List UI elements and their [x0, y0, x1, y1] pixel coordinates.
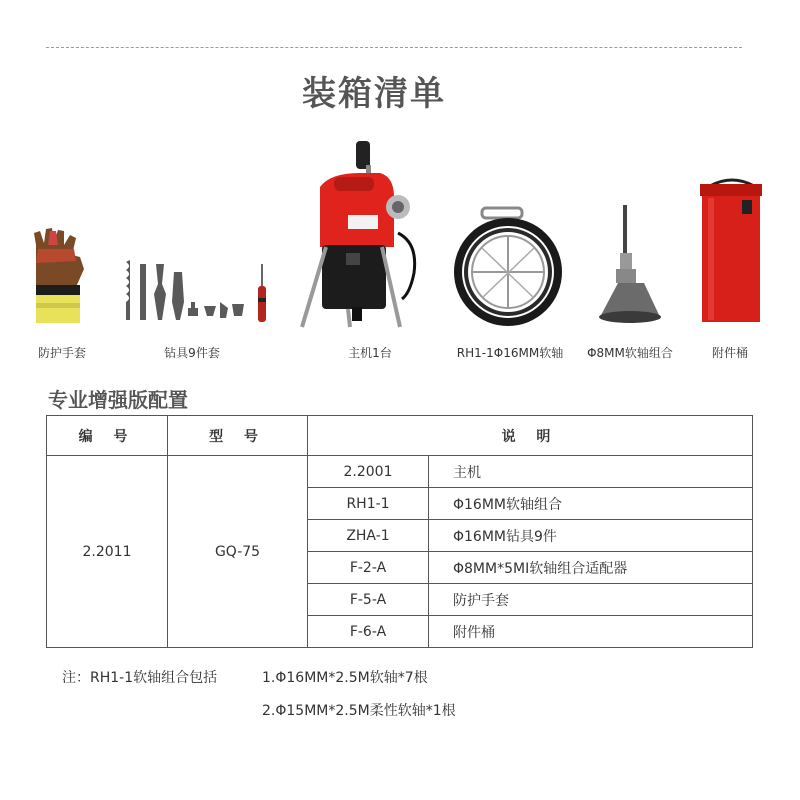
config-subtitle: 专业增强版配置 [48, 388, 188, 412]
cell-code: F-6-A [308, 616, 429, 648]
product-label-machine: 主机1台 [348, 346, 392, 360]
cell-model: GQ-75 [168, 456, 308, 648]
cell-desc: Φ8MM*5MI软轴组合适配器 [429, 552, 753, 584]
cell-code: ZHA-1 [308, 520, 429, 552]
glove-icon [24, 225, 90, 325]
cell-number: 2.2011 [47, 456, 168, 648]
small-cable-set-icon [596, 203, 666, 325]
drill-bits-icon [120, 258, 280, 326]
cell-desc: 防护手套 [429, 584, 753, 616]
cell-desc: Φ16MM钻具9件 [429, 520, 753, 552]
note-item-2: 2.Φ15MM*2.5M柔性软轴*1根 [262, 703, 456, 719]
note-prefix: 注：RH1-1软轴组合包括 [62, 670, 218, 686]
bucket-icon [698, 176, 764, 326]
header-model: 型 号 [168, 416, 308, 456]
product-label-cable-coil: RH1-1Φ16MM软轴 [456, 346, 564, 360]
table-row [47, 456, 753, 488]
cell-code: F-5-A [308, 584, 429, 616]
product-label-small-cable-set: Φ8MM软轴组合 [587, 346, 673, 360]
note-item-1: 1.Φ16MM*2.5M软轴*7根 [262, 670, 428, 686]
product-label-glove: 防护手套 [37, 346, 87, 360]
cell-code: 2.2001 [308, 456, 429, 488]
cell-desc: Φ16MM软轴组合 [429, 488, 753, 520]
product-label-drill-bits: 钻具9件套 [164, 346, 220, 360]
header-description: 说 明 [308, 416, 753, 456]
table-header-row [47, 416, 753, 456]
machine-icon [290, 137, 430, 337]
product-label-bucket: 附件桶 [711, 346, 749, 360]
cell-code: RH1-1 [308, 488, 429, 520]
cell-code: F-2-A [308, 552, 429, 584]
header-number: 编 号 [47, 416, 168, 456]
cable-coil-icon [448, 202, 568, 330]
page-title: 装箱清单 [302, 74, 446, 114]
top-divider [46, 47, 742, 48]
cell-desc: 主机 [429, 456, 753, 488]
config-table [46, 415, 753, 648]
cell-desc: 附件桶 [429, 616, 753, 648]
